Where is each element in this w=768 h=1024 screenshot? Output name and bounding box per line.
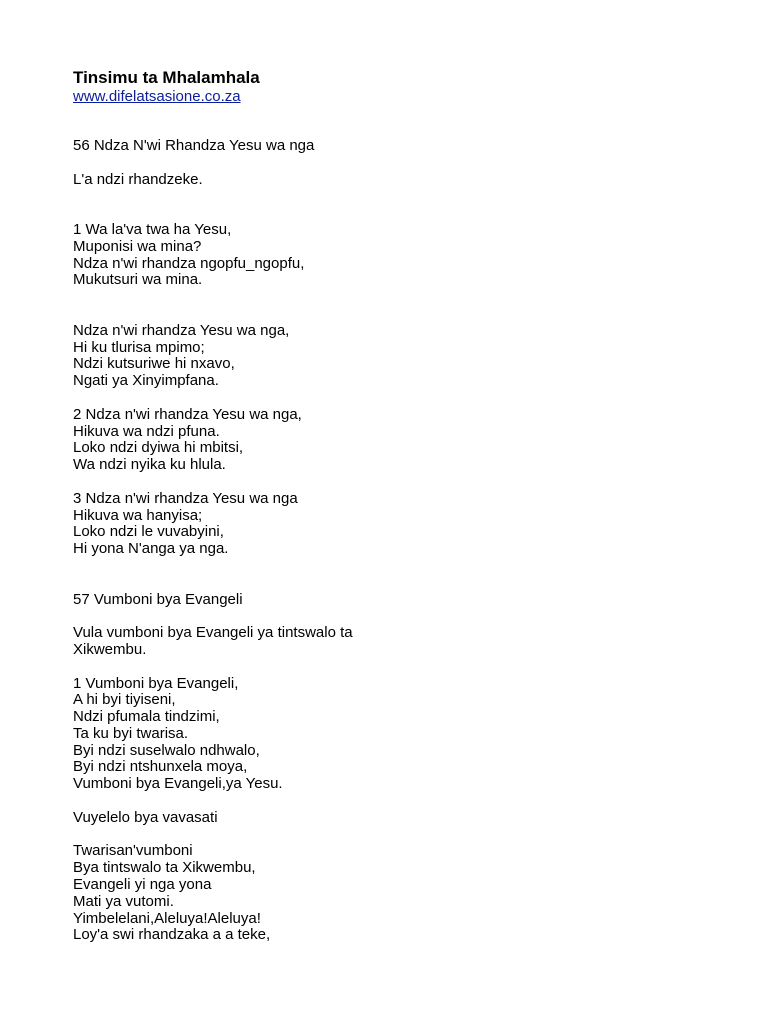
text-line: 1 Wa la'va twa ha Yesu, — [73, 220, 232, 238]
blank-line — [73, 659, 713, 676]
text-line: Loko ndzi dyiwa hi mbitsi, — [73, 439, 244, 457]
blank-line — [73, 155, 713, 172]
text-line: Hi yona N'anga ya nga. — [73, 540, 229, 558]
text-line: Vuyelelo bya vavasati — [73, 808, 218, 826]
text-line: Loy'a swi rhandzaka a a teke, — [73, 926, 271, 944]
blank-line — [73, 793, 713, 810]
text-line: Mati ya vutomi. — [73, 892, 174, 910]
text-line: Twarisan'vumboni — [73, 842, 193, 860]
text-line: 2 Ndza n'wi rhandza Yesu wa nga, — [73, 405, 302, 423]
text-line: Vula vumboni bya Evangeli ya tintswalo ta — [73, 624, 353, 642]
blank-line — [73, 306, 713, 323]
text-line: Wa ndzi nyika ku hlula. — [73, 456, 226, 474]
text-line: Hi ku tlurisa mpimo; — [73, 338, 205, 356]
header-spacer — [73, 106, 713, 138]
text-line: Ndza n'wi rhandza Yesu wa nga, — [73, 321, 290, 339]
text-line: Loko ndzi le vuvabyini, — [73, 523, 224, 541]
text-line: Vumboni bya Evangeli,ya Yesu. — [73, 775, 283, 793]
blank-line — [73, 390, 713, 407]
text-line: 3 Ndza n'wi rhandza Yesu wa nga — [73, 489, 298, 507]
text-line: Ndzi kutsuriwe hi nxavo, — [73, 355, 235, 373]
blank-line — [73, 827, 713, 844]
blank-line — [73, 474, 713, 491]
text-line: A hi byi tiyiseni, — [73, 691, 176, 709]
blank-line — [73, 289, 713, 306]
text-line: Byi ndzi ntshunxela moya, — [73, 758, 248, 776]
text-line: Hikuva wa hanyisa; — [73, 506, 203, 524]
text-line: 57 Vumboni bya Evangeli — [73, 590, 243, 608]
text-line: Yimbelelani,Aleluya!Aleluya! — [73, 909, 261, 927]
document-page — [73, 68, 713, 944]
text-line: Evangeli yi nga yona — [73, 876, 212, 894]
text-line: L'a ndzi rhandzeke. — [73, 170, 203, 188]
text-line: Xikwembu. — [73, 640, 147, 658]
text-line: Bya tintswalo ta Xikwembu, — [73, 859, 256, 877]
text-line: Ngati ya Xinyimpfana. — [73, 372, 219, 390]
blank-line — [73, 205, 713, 222]
text-line: Mukutsuri wa mina. — [73, 271, 203, 289]
website-link[interactable]: www.difelatsasione.co.za — [73, 88, 241, 105]
text-line: Ta ku byi twarisa. — [73, 724, 189, 742]
blank-line — [73, 558, 713, 575]
hymn-text — [73, 138, 713, 944]
blank-line — [73, 608, 713, 625]
blank-line — [73, 188, 713, 205]
text-line: Muponisi wa mina? — [73, 237, 202, 255]
document-title: Tinsimu ta Mhalamhala — [73, 68, 260, 87]
text-line: Hikuva wa ndzi pfuna. — [73, 422, 220, 440]
blank-line — [73, 575, 713, 592]
text-line: Byi ndzi suselwalo ndhwalo, — [73, 741, 260, 759]
text-line: 56 Ndza N'wi Rhandza Yesu wa nga — [73, 137, 315, 154]
text-line: 1 Vumboni bya Evangeli, — [73, 674, 239, 692]
text-line: Ndza n'wi rhandza ngopfu_ngopfu, — [73, 254, 305, 272]
text-line: Ndzi pfumala tindzimi, — [73, 708, 220, 726]
